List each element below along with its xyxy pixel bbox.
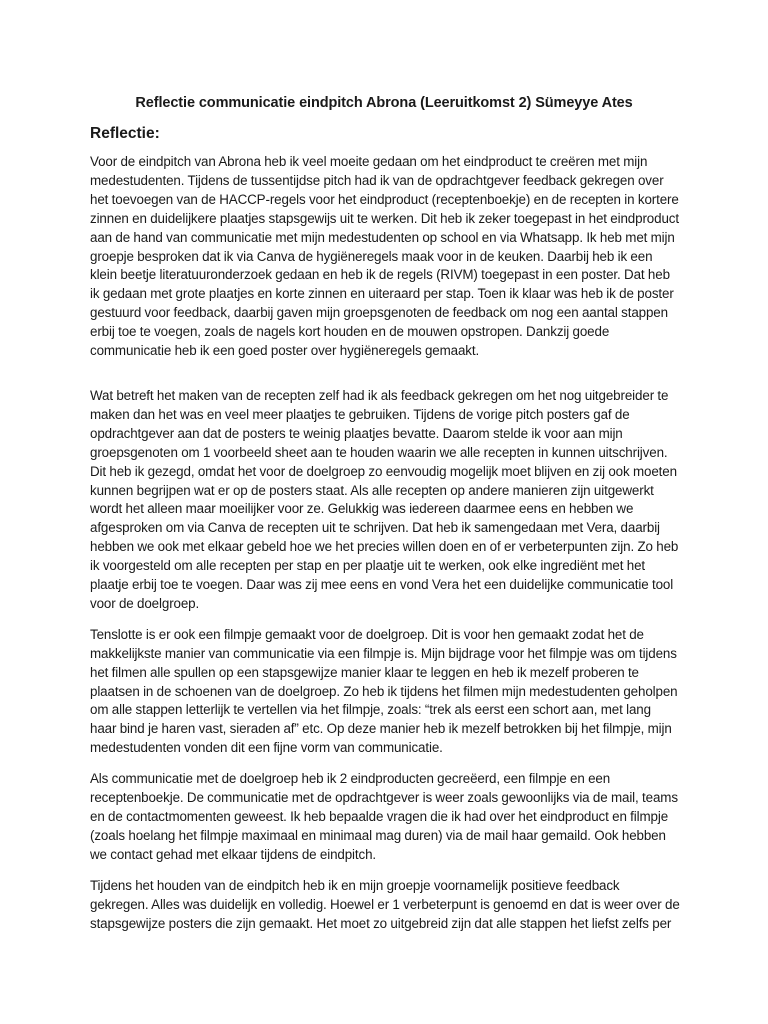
paragraph-filmpje: Tenslotte is er ook een filmpje gemaakt voor de doelgroep. Dit is voor hen gemaakt zodat het de makkelijkste manier van communicatie via een filmpje is. Mijn bijdrage voor het filmpje was om tijdens het filmen alle spullen op een stapsgewijze manier klaar te leggen en heb ik mezelf proberen te plaatsen in de schoenen van de doelgroep. Zo heb ik tijdens het filmen mijn medestudenten geholpen om alle stappen letterlijk te vertellen via het filmpje, zoals: “trek als eerst een schort aan, met lang haar bind je haren vast, sieraden af” etc. Op deze manier heb ik mezelf betrokken bij het filmpje, mijn medestudenten vonden dit een fijne vorm van communicatie. bbox=[90, 626, 678, 756]
document-title: Reflectie communicatie eindpitch Abrona (Leeruitkomst 2) Sümeyye Ates bbox=[135, 95, 633, 111]
paragraph-eindproduct: Voor de eindpitch van Abrona heb ik veel moeite gedaan om het eindproduct te creëren met mijn medestudenten. Tijdens de tussentijdse pitch had ik van de opdrachtgever feedback gekregen over het toevoegen van de HACCP-regels voor het eindproduct (receptenboekje) en de recepten in kortere zinnen en duidelijkere plaatjes stapsgewijs uit te werken. Dit heb ik zeker toegepast in het eindproduct aan de hand van communicatie met mijn medestudenten op school en via Whatsapp. Ik heb met mijn groepje besproken dat ik via Canva de hygiëneregels maak voor in de keuken. Daarbij heb ik een klein beetje literatuuronderzoek gedaan en heb ik de regels (RIVM) toegepast in een poster. Dat heb ik gedaan met grote plaatjes en korte zinnen en uiteraard per stap. Toen ik klaar was heb ik de poster gestuurd voor feedback, daarbij gaven mijn groepsgenoten de feedback om nog een aantal stappen erbij toe te voegen, zoals de nagels kort houden en de mouwen opstropen. Dankzij goede communicatie heb ik een goed poster over hygiëneregels gemaakt. bbox=[90, 154, 679, 359]
document-body bbox=[90, 153, 680, 945]
paragraph-recepten: Wat betreft het maken van de recepten zelf had ik als feedback gekregen om het nog uitgebreider te maken dan het was en veel meer plaatjes te gebruiken. Tijdens de vorige pitch posters gaf de opdrachtgever aan dat de posters te weinig plaatjes bevatte. Daarom stelde ik voor aan mijn groepsgenoten om 1 voorbeeld sheet aan te houden waarin we alle recepten in kunnen uitschrijven. Dit heb ik gezegd, omdat het voor de doelgroep zo eenvoudig mogelijk moet blijven en zij ook moeten kunnen begrijpen wat er op de posters staat. Als alle recepten op andere manieren zijn uitgewerkt wordt het alleen maar moeilijker voor ze. Gelukkig was iedereen daarmee eens en hebben we afgesproken om via Canva de recepten uit te schrijven. Dat heb ik samengedaan met Vera, daarbij hebben we ook met elkaar gebeld hoe we het precies willen doen en of er verbeterpunten zijn. Zo heb ik voorgesteld om alle recepten per stap en per plaatje uit te werken, ook elke ingrediënt met het plaatje erbij toe te voegen. Daar was zij mee eens en vond Vera het een duidelijke communicatie tool voor de doelgroep. bbox=[90, 387, 679, 611]
paragraph-eindpitch: Tijdens het houden van de eindpitch heb ik en mijn groepje voornamelijk positieve feedback gekregen. Alles was duidelijk en volledig. Hoewel er 1 verbeterpunt is genoemd en dat is weer over de stapsgewijze posters die zijn gemaakt. Het moet zo uitgebreid zijn dat alle stappen het liefst zelfs per bbox=[90, 877, 680, 931]
section-heading-reflectie: Reflectie: bbox=[90, 125, 160, 142]
paragraph-communicatie: Als communicatie met de doelgroep heb ik 2 eindproducten gecreëerd, een filmpje en een receptenboekje. De communicatie met de opdrachtgever is weer zoals gewoonlijks via de mail, teams en de contactmomenten geweest. Ik heb bepaalde vragen die ik had over het eindproduct en filmpje (zoals hoelang het filmpje maximaal en minimaal mag duren) via de mail haar gemaild. Ook hebben we contact gehad met elkaar tijdens de eindpitch. bbox=[90, 771, 678, 862]
